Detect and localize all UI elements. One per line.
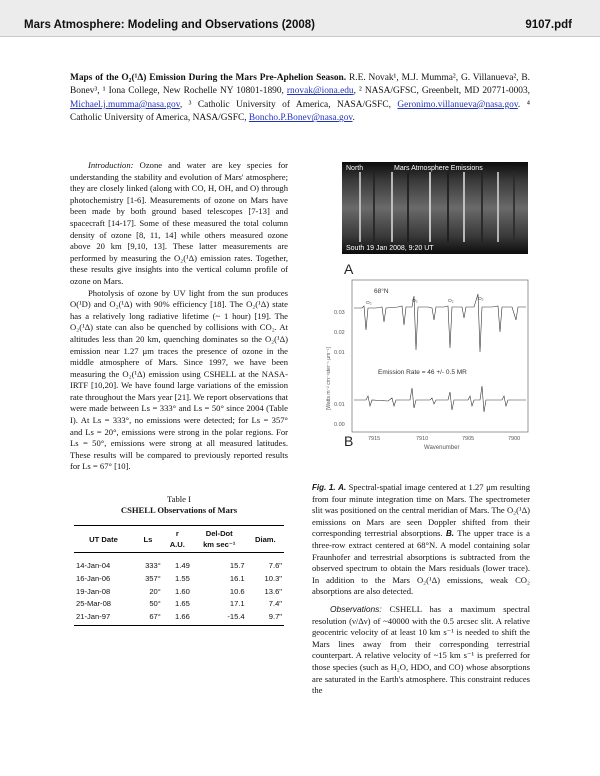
y-axis-label: [Watts m⁻² cm⁻¹ster⁻¹ µm⁻¹] [326,347,332,410]
ytick-b1: 0.01 [334,402,345,408]
cell-deldot: 17.1 [229,599,245,609]
affiliation-2: , ² NASA/GFSC, Greenbelt, MD 20771-0003, [353,86,531,97]
email-link-3[interactable]: Geronimo.villanueva@nasa.gov [397,99,518,110]
xtick-2: 7910 [416,436,429,442]
table-row [74,611,284,626]
intro-heading: Introduction: [88,160,134,170]
observations-heading: Observations: [330,604,382,614]
affiliation-3: , ³ Catholic University of America, NASA/GSFC, [179,99,391,110]
o2-label: O₂ [448,299,454,304]
header-r-label: r [175,529,179,538]
cell-r: 1.49 [175,561,190,570]
table-caption [70,494,288,516]
cell-date: 19-Jan-08 [76,586,111,596]
image-title: Mars Atmosphere Emissions [394,165,483,172]
email-link-1[interactable]: rnovak@iona.edu [286,86,354,97]
cell-ls: 20° [149,586,161,596]
xtick-4: 7900 [508,436,521,442]
cell-deldot: 15.7 [229,561,245,570]
intro-text-1: Ozone and water are key species for understanding the stability and evolution of Mars' atmosphere; they are closely linked (along with CO, H, OH, and O) through photochemistry [1-6]. Measurements of ozone on Mars have been made by both ground based telescopes [7-13] and spacecraft [14-17]. Some of these measured the total column density of ozone [8, 11, 14] while others measured ozone above 20 km [9,10, 13]. These latter measurements are performed by measuring the O₂(¹Δ) emission rates. Together, these results give insights into the vertical column profile of ozone on Mars. [70,160,288,286]
x-axis-label: Wavenumber [424,445,460,451]
caption-a-text: Spectral-spatial image centered at 1.27 μm resulting from four minute integration time on Mars. The spectrometer slit was positioned on the central meridian of Mars. The O₂(¹Δ) emissions on Mars are seen Doppler shifted from their corresponding terrestrial absorptions. [312,482,530,539]
cell-date: 14-Jan-04 [76,561,111,570]
header-r [163,526,192,553]
observations-section [312,604,530,697]
xtick-3: 7905 [462,436,475,442]
affiliation-4: . ⁴ Catholic University of America, NASA/GSFC, [70,99,530,124]
email-link-4[interactable]: Boncho.P.Bonev@nasa.gov [248,113,353,124]
caption-b-label: B. [446,529,455,539]
cell-r: 1.65 [175,599,190,609]
emission-rate-label: Emission Rate = 46 +/- 0.5 MR [378,369,467,376]
image-label-south: South 19 Jan 2008, 9:20 UT [346,245,434,252]
header-ut-date: UT Date [74,526,133,553]
intro-paragraph-1 [70,160,288,288]
panel-label-b: B [344,433,354,449]
cell-deldot: 10.6 [229,586,245,596]
page-header [0,0,600,37]
caption-a-label: A. [338,483,347,492]
paper-title: Maps of the O₂(¹Δ) Emission During the Mars Pre-Aphelion Season. [70,73,347,83]
plot-frame [352,280,528,432]
o2-label: O₂ [412,299,418,304]
cell-r: 1.66 [163,611,192,626]
introduction-column [70,160,288,473]
header-r-unit: A.U. [169,540,185,549]
cell-ls: 357° [145,573,161,583]
o2-label: O₂ [366,301,372,306]
authors: R.E. Novak¹, M.J. Mumma², G. Villanueva², B. Bonev³, [70,73,530,97]
cell-date: 16-Jan-06 [76,573,111,583]
table-row [74,572,284,585]
header-ls: Ls [133,526,163,553]
spectral-image [342,162,528,254]
latitude-label: 68°N [374,288,389,295]
cell-ls: 67° [133,611,163,626]
cell-diam: 7.6" [268,561,282,570]
ytick-a2: 0.02 [334,330,345,336]
figure-caption [312,482,530,598]
cell-r: 1.55 [175,573,190,583]
figure-1-svg [312,160,530,470]
title-end: . [352,113,355,124]
intro-paragraph-2: Photolysis of ozone by UV light from the sun produces O(¹D) and O₂(¹Δ) with 90% efficiency [18]. The O₂(¹Δ) state has a relatively long radiative lifetime (~ 1 hour) [19]. The O₂(¹Δ) state can also be quenched by collisions with CO₂. At altitudes less than 20 km, quenching dominates so the O₂(¹Δ) emission near 1.27 μm traces the presence of ozone in the middle atmosphere of Mars. Since 1997, we have been measuring the O₂(¹Δ) emission using CSHELL at the NASA-IRTF [10,20]. We have found large variations of the emission rate throughout the Mars year [21]. We report observations that were made between Ls = 333° and Ls = 50° since 2004 (Table I). At Ls = 333°, no emissions were detected; for Ls = 357° and Ls = 20°, emissions were strong in the polar regions. For Ls = 50°, emissions were strong at all measured latitudes. These results will be compared to previously reported results for Ls = 67° [10]. [70,287,288,472]
header-diam: Diam. [247,526,284,553]
cell-date: 21-Jan-97 [74,611,133,626]
table-row [74,598,284,611]
cell-deldot: 16.1 [229,573,245,583]
file-name: 9107.pdf [525,19,572,31]
figure-1 [312,160,530,470]
title-block [70,72,530,126]
journal-title: Mars Atmosphere: Modeling and Observations (2008) [24,19,315,31]
cell-ls: 333° [145,561,161,570]
cell-ls: 50° [149,599,161,609]
cell-diam: 7.4" [268,599,282,609]
cell-diam: 13.6" [264,586,282,596]
header-deldot-unit: km sec⁻¹ [203,540,236,549]
y-axis-ticks [334,310,345,428]
table-row [74,585,284,598]
observations-text: CSHELL has a maximum spectral resolution (ν/Δν) of ~40000 with the 0.5 arcsec slit. A relative geocentric velocity of at least 10 km s⁻¹ is needed to shift the Mars lines away from their corresponding terrestrial counterpart. A relative velocity of ~15 km s⁻¹ is preferred for those species (such as H₂O, HDO, and CO) whose absorptions are saturated in the Earth's atmosphere. This constraint reduces the [312,604,530,696]
table-title: CSHELL Observations of Mars [120,505,238,515]
xtick-1: 7915 [368,436,381,442]
ytick-a3: 0.01 [334,350,345,356]
image-label-north: North [346,165,364,172]
ytick-b2: 0.00 [334,422,345,428]
panel-label-a: A [344,261,354,277]
caption-b-text: The upper trace is a three-row extract centered at 68°N. A model containing solar Fraunhofer and terrestrial absorptions is subtracted from the observed spectrum to obtain the Mars residuals (lower trace). In addition to the Mars O₂(¹Δ) emissions, weak CO₂ absorptions are also detected. [312,528,530,597]
x-axis-ticks [368,436,520,442]
o2-label: O₂ [478,297,484,302]
ytick-a1: 0.03 [334,310,345,316]
caption-fig-label: Fig. 1. [312,483,336,492]
cell-deldot: -15.4 [192,611,247,626]
table-header-row [74,526,284,553]
email-link-2[interactable]: Michael.j.mumma@nasa.gov [70,99,180,110]
table-row [74,553,284,573]
cell-diam: 9.7" [247,611,284,626]
affiliation-1: ¹ Iona College, New Rochelle NY 10801-1890, [102,86,284,97]
observations-table [74,525,284,626]
table-number: Table I [167,494,191,504]
cell-diam: 10.3" [264,573,282,583]
header-del-dot [192,526,247,553]
header-deldot-label: Del-Dot [205,529,233,538]
cell-r: 1.60 [175,586,190,596]
cell-date: 25-Mar-08 [76,599,112,609]
